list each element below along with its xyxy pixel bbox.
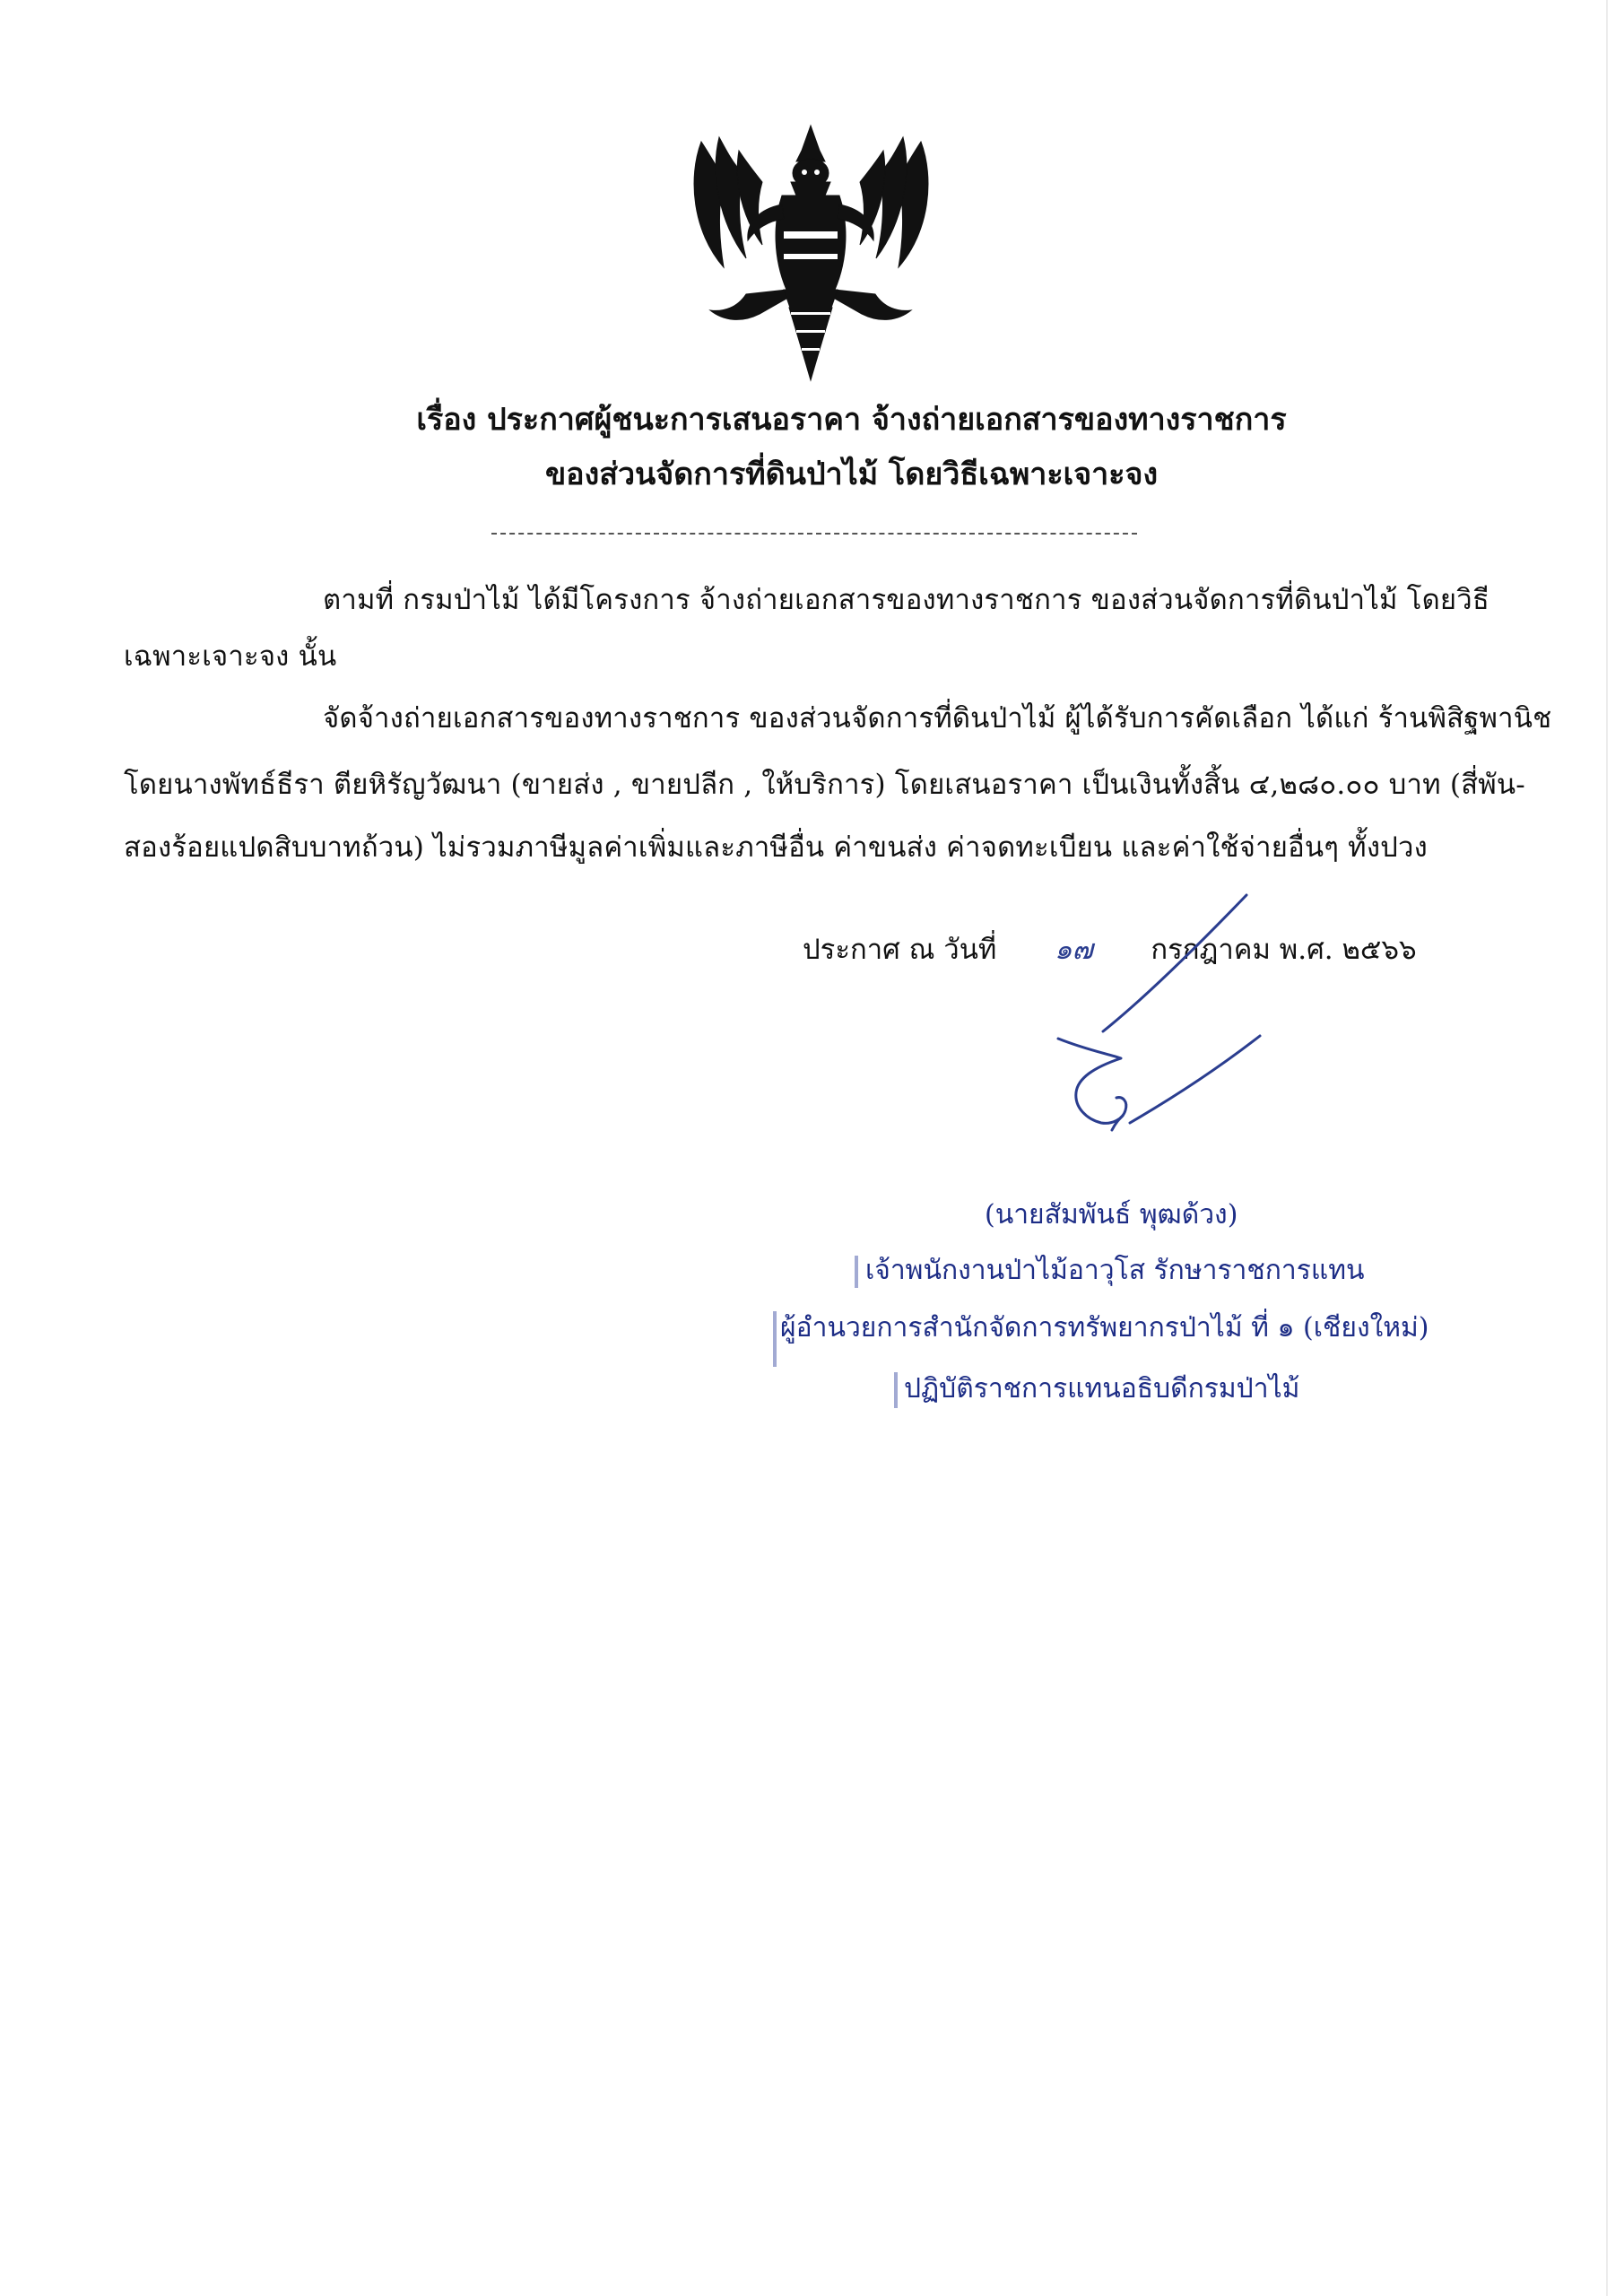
signatory-position-line-2: ผู้อำนวยการสำนักจัดการทรัพยากรป่าไม้ ที่ ๑ (เชียงใหม่) bbox=[780, 1312, 1429, 1344]
title-separator bbox=[491, 533, 1137, 535]
paragraph-2-line-3: สองร้อยแปดสิบบาทถ้วน) ไม่รวมภาษีมูลค่าเพิ่มและภาษีอื่น ค่าขนส่ง ค่าจดทะเบียน และค่าใช้จ่ายอื่นๆ ทั้งปวง bbox=[124, 831, 1428, 864]
page-edge bbox=[1606, 0, 1608, 2296]
date-day-handwritten: ๑๗ bbox=[1054, 934, 1093, 966]
stamp-mark bbox=[855, 1256, 858, 1288]
paragraph-2-line-2: โดยนางพัทธ์ธีรา ตียหิรัญวัฒนา (ขายส่ง , ขายปลีก , ให้บริการ) โดยเสนอราคา เป็นเงินทั้งสิ้น ๔,๒๘๐.๐๐ บาท (สี่พัน- bbox=[124, 769, 1525, 801]
stamp-mark bbox=[894, 1372, 898, 1408]
date-month-year: กรกฎาคม พ.ศ. ๒๕๖๖ bbox=[1151, 934, 1417, 966]
signatory-position-line-3: ปฏิบัติราชการแทนอธิบดีกรมป่าไม้ bbox=[904, 1373, 1300, 1405]
garuda-emblem-icon bbox=[683, 124, 939, 384]
signatory-name: (นายสัมพันธ์ พุฒด้วง) bbox=[985, 1199, 1238, 1231]
handwritten-signature bbox=[1022, 888, 1282, 1166]
date-prefix: ประกาศ ณ วันที่ bbox=[803, 934, 997, 966]
paragraph-1-line-2: เฉพาะเจาะจง นั้น bbox=[124, 640, 337, 673]
paragraph-1-line-1: ตามที่ กรมป่าไม้ ได้มีโครงการ จ้างถ่ายเอกสารของทางราชการ ของส่วนจัดการที่ดินป่าไม้ โดยวิธี bbox=[323, 584, 1489, 616]
stamp-mark bbox=[773, 1311, 777, 1367]
signatory-position-line-1: เจ้าพนักงานป่าไม้อาวุโส รักษาราชการแทน bbox=[865, 1255, 1365, 1286]
document-title-line-1: เรื่อง ประกาศผู้ชนะการเสนอราคา จ้างถ่ายเอกสารของทางราชการ bbox=[416, 402, 1287, 438]
paragraph-2-line-1: จัดจ้างถ่ายเอกสารของทางราชการ ของส่วนจัดการที่ดินป่าไม้ ผู้ได้รับการคัดเลือก ได้แก่ ร้านพิสิฐพานิช bbox=[323, 702, 1552, 735]
document-title-line-2: ของส่วนจัดการที่ดินป่าไม้ โดยวิธีเฉพาะเจาะจง bbox=[544, 457, 1159, 492]
